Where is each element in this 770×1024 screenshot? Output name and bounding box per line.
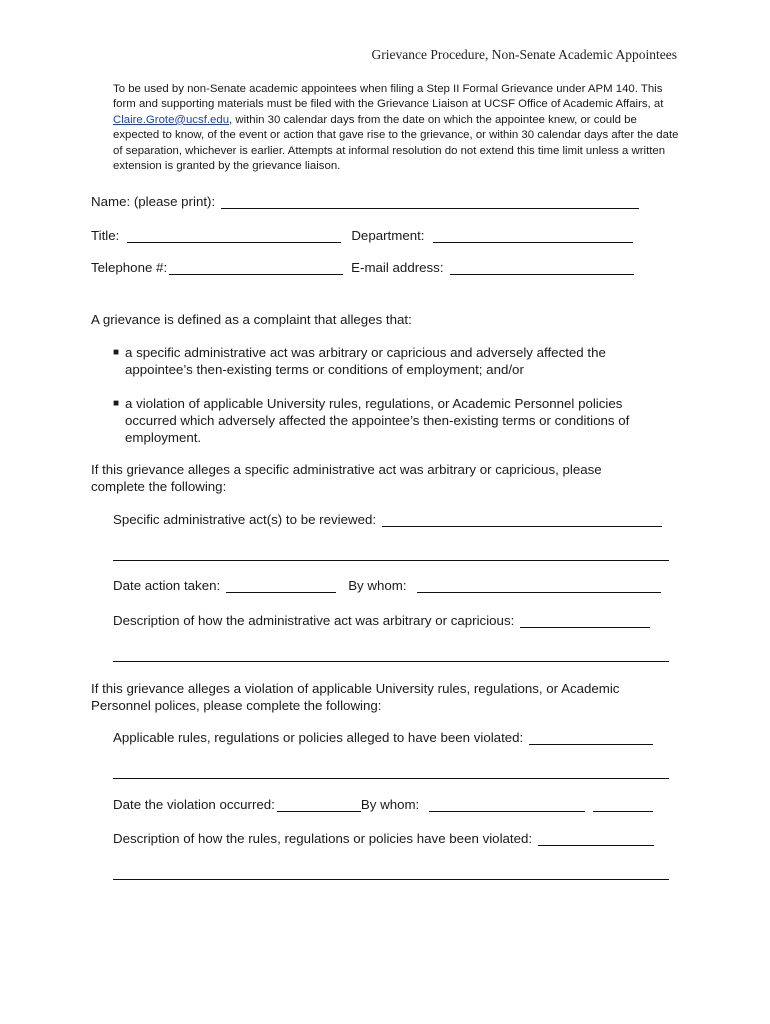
intro-text-2: , within 30 calendar days from the date on which the appointee knew, or could be expected to know, of the event or action that gave rise to the grievance, or within 30 calendar days after the date of separation, whichever is earlier. Attempts at informal resolution do not extend this time limit unless a written extension is granted by the grievance liaison. [113, 113, 679, 173]
by-whom-field-a[interactable] [417, 578, 661, 593]
date-action-label: Date action taken: [113, 578, 221, 593]
name-row [91, 194, 639, 209]
title-label: Title: [91, 228, 120, 243]
date-violation-field[interactable] [277, 797, 361, 812]
name-field[interactable] [221, 194, 639, 209]
date-action-row [113, 578, 661, 593]
page-header: Grievance Procedure, Non-Senate Academic Appointees [371, 47, 677, 62]
bullet-text-2: a violation of applicable University rules, regulations, or Academic Personnel policies occurred which adversely affected the appointee’s then-existing terms or conditions of employment. [125, 396, 630, 445]
section-a-lead: If this grievance alleges a specific administrative act was arbitrary or capricious, please complete the following: [91, 462, 602, 494]
bullet-text-1: a specific administrative act was arbitrary or capricious and adversely affected the appointee’s then-existing terms or conditions of employment; and/or [125, 345, 606, 377]
description-b-row [113, 831, 654, 846]
email-link[interactable]: Claire.Grote@ucsf.edu [113, 113, 230, 126]
telephone-field[interactable] [169, 260, 343, 275]
bullet-marker-icon: ■ [113, 347, 120, 358]
by-whom-field-b-extra[interactable] [593, 797, 653, 812]
telephone-label: Telephone #: [91, 260, 168, 275]
email-field[interactable] [450, 260, 634, 275]
rules-label: Applicable rules, regulations or policies alleged to have been violated: [113, 730, 524, 745]
definition-lead: A grievance is defined as a complaint that alleges that: [91, 312, 412, 327]
by-whom-label-a: By whom: [348, 578, 407, 593]
date-action-field[interactable] [226, 578, 336, 593]
description-b-field[interactable] [538, 831, 654, 846]
department-label: Department: [351, 228, 425, 243]
act-field[interactable] [382, 512, 662, 527]
bullet-item-1 [113, 344, 645, 378]
by-whom-field-b[interactable] [429, 797, 585, 812]
title-row [91, 228, 633, 243]
act-row [113, 512, 662, 527]
telephone-row [91, 260, 634, 275]
description-b-label: Description of how the rules, regulations or policies have been violated: [113, 831, 533, 846]
description-b-continuation-line[interactable] [113, 879, 669, 880]
rules-field[interactable] [529, 730, 653, 745]
description-a-continuation-line[interactable] [113, 661, 669, 662]
intro-paragraph [113, 82, 683, 174]
rules-continuation-line[interactable] [113, 778, 669, 779]
name-label: Name: (please print): [91, 194, 216, 209]
section-b-lead: If this grievance alleges a violation of applicable University rules, regulations, or Academic Personnel polices, please complete the following: [91, 681, 620, 713]
email-label: E-mail address: [351, 260, 444, 275]
bullet-item-2 [113, 395, 655, 446]
date-violation-label: Date the violation occurred: [113, 797, 275, 812]
title-field[interactable] [127, 228, 341, 243]
intro-text-1: To be used by non-Senate academic appointees when filing a Step II Formal Grievance under APM 140. This form and supporting materials must be filed with the Grievance Liaison at UCSF Office of Academic Affairs, at [113, 83, 664, 111]
department-field[interactable] [433, 228, 633, 243]
act-continuation-line[interactable] [113, 560, 669, 561]
description-a-row [113, 613, 650, 628]
rules-row [113, 730, 653, 745]
description-a-field[interactable] [520, 613, 650, 628]
act-label: Specific administrative act(s) to be reviewed: [113, 512, 377, 527]
description-a-label: Description of how the administrative act was arbitrary or capricious: [113, 613, 515, 628]
by-whom-label-b: By whom: [360, 797, 420, 812]
bullet-marker-icon: ■ [113, 398, 120, 409]
date-violation-row [113, 797, 653, 812]
